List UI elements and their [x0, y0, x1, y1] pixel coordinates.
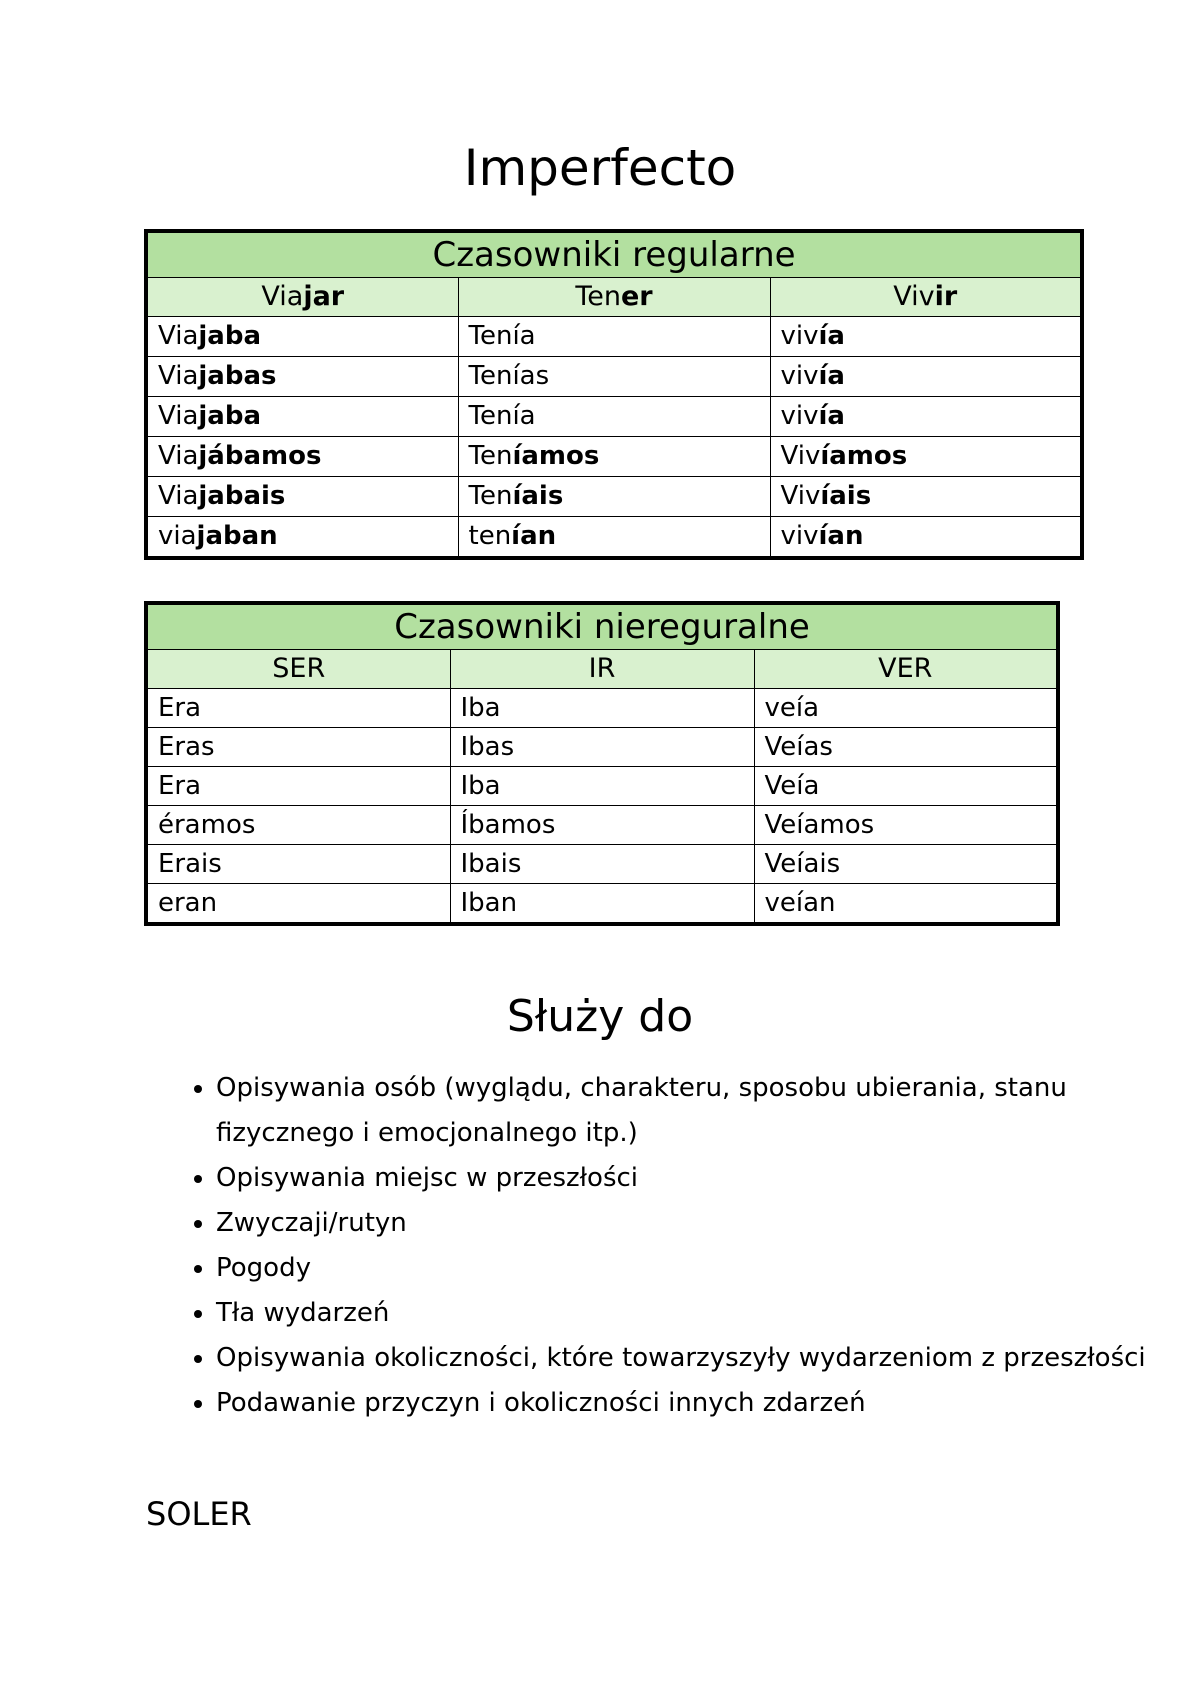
table-cell [146, 317, 458, 357]
table-row [146, 689, 1058, 728]
header-stem: Viv [893, 281, 935, 312]
table-cell [770, 357, 1082, 397]
table-cell: éramos [146, 806, 450, 845]
verb-stem: viv [780, 401, 819, 431]
table-row [146, 317, 1082, 357]
verb-stem: Via [158, 481, 199, 511]
table-cell: Veías [754, 728, 1058, 767]
header-ending: jar [303, 281, 345, 312]
irregular-table-title: Czasowniki niereguralne [146, 603, 1058, 650]
uses-list [140, 1066, 1156, 1426]
table-cell [146, 357, 458, 397]
table-row [146, 767, 1058, 806]
header-ending: er [621, 281, 653, 312]
irregular-header-ver: VER [754, 650, 1058, 689]
verb-ending: ía [512, 321, 536, 351]
verb-ending: jaban [196, 521, 278, 551]
verb-stem: Viv [780, 441, 821, 471]
verb-stem: Ten [468, 441, 513, 471]
table-row [146, 728, 1058, 767]
verb-ending: íais [512, 481, 564, 511]
header-stem: Via [261, 281, 304, 312]
list-item: • Opisywania osób (wyglądu, charakteru, sposobu ubierania, stanu fizycznego i emocjonalnego itp.) [216, 1066, 1156, 1156]
table-cell: Veía [754, 767, 1058, 806]
verb-stem: Ten [468, 361, 513, 391]
irregular-header-ir: IR [450, 650, 754, 689]
table-cell: Íbamos [450, 806, 754, 845]
table-cell: Ibais [450, 845, 754, 884]
footer-signature: SOLER [146, 1495, 252, 1533]
verb-ending: ía [818, 401, 845, 431]
verb-ending: íamos [512, 441, 600, 471]
regular-verbs-table [144, 229, 1084, 560]
verb-stem: viv [780, 361, 819, 391]
table-row [146, 517, 1082, 559]
verb-ending: ía [512, 401, 536, 431]
header-stem: Ten [575, 281, 621, 312]
verb-ending: jaba [198, 401, 261, 431]
table-cell [146, 437, 458, 477]
regular-table-title: Czasowniki regularne [146, 231, 1082, 278]
verb-stem: viv [780, 521, 819, 551]
table-row [146, 845, 1058, 884]
table-cell [770, 317, 1082, 357]
verb-stem: viv [780, 321, 819, 351]
table-row [146, 884, 1058, 925]
table-cell [458, 477, 770, 517]
irregular-header-row [146, 650, 1058, 689]
verb-ending: ía [818, 361, 845, 391]
table-cell: Erais [146, 845, 450, 884]
verb-ending: jabais [198, 481, 286, 511]
table-cell: Eras [146, 728, 450, 767]
table-cell [458, 437, 770, 477]
irregular-header-ser: SER [146, 650, 450, 689]
table-cell [770, 517, 1082, 559]
table-cell [458, 397, 770, 437]
table-cell: Ibas [450, 728, 754, 767]
regular-header-tener [458, 278, 770, 317]
regular-header-row [146, 278, 1082, 317]
page-title: Imperfecto [463, 139, 737, 197]
table-cell [770, 397, 1082, 437]
table-row [146, 477, 1082, 517]
table-cell [770, 477, 1082, 517]
table-cell: Era [146, 689, 450, 728]
verb-ending: jaba [198, 321, 261, 351]
verb-stem: Via [158, 321, 199, 351]
verb-stem: Viv [780, 481, 821, 511]
table-row [146, 397, 1082, 437]
table-cell: eran [146, 884, 450, 925]
table-cell [146, 477, 458, 517]
verb-stem: via [158, 521, 197, 551]
verb-stem: Ten [468, 401, 513, 431]
table-cell: Iba [450, 689, 754, 728]
table-cell [458, 357, 770, 397]
list-item: • Tła wydarzeń [216, 1291, 1156, 1336]
verb-ending: jábamos [198, 441, 322, 471]
verb-stem: Ten [468, 481, 513, 511]
table-cell [146, 517, 458, 559]
table-row [146, 437, 1082, 477]
table-row [146, 806, 1058, 845]
regular-header-vivir [770, 278, 1082, 317]
table-cell: Iban [450, 884, 754, 925]
verb-ending: ía [818, 321, 845, 351]
table-cell [146, 397, 458, 437]
verb-stem: Ten [468, 321, 513, 351]
list-item: • Zwyczaji/rutyn [216, 1201, 1156, 1246]
table-cell [458, 317, 770, 357]
table-row [146, 357, 1082, 397]
verb-ending: jabas [198, 361, 277, 391]
verb-ending: ían [511, 521, 557, 551]
verb-stem: Via [158, 441, 199, 471]
list-item: • Opisywania okoliczności, które towarzyszyły wydarzeniom z przeszłości [216, 1336, 1156, 1381]
table-cell: Iba [450, 767, 754, 806]
verb-stem: Via [158, 401, 199, 431]
verb-ending: ías [512, 361, 550, 391]
verb-stem: ten [468, 521, 512, 551]
verb-ending: ían [818, 521, 864, 551]
verb-stem: Via [158, 361, 199, 391]
table-cell: veían [754, 884, 1058, 925]
table-cell: Veíamos [754, 806, 1058, 845]
verb-ending: íais [820, 481, 872, 511]
list-item: • Pogody [216, 1246, 1156, 1291]
list-item: • Opisywania miejsc w przeszłości [216, 1156, 1156, 1201]
uses-heading: Służy do [506, 991, 694, 1042]
table-cell [458, 517, 770, 559]
list-item: • Podawanie przyczyn i okoliczności innych zdarzeń [216, 1381, 1156, 1426]
table-cell [770, 437, 1082, 477]
table-cell: Era [146, 767, 450, 806]
header-ending: ir [934, 281, 958, 312]
table-cell: Veíais [754, 845, 1058, 884]
irregular-verbs-table [144, 601, 1060, 926]
verb-ending: íamos [820, 441, 908, 471]
table-cell: veía [754, 689, 1058, 728]
regular-header-viajar [146, 278, 458, 317]
